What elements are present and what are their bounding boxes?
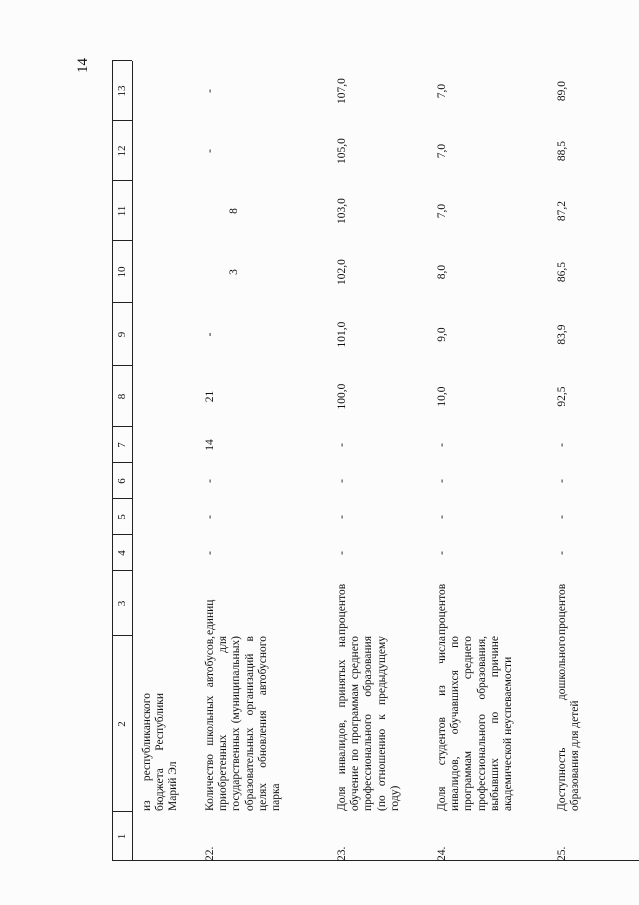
value-col-8: 100,0 (336, 383, 348, 410)
value-col-11: 87,2 (556, 200, 568, 222)
value-col-13: 7,0 (436, 83, 448, 99)
header-col-7: 7 (116, 442, 128, 448)
row-number: 24. (436, 846, 448, 861)
value-col-4: - (204, 551, 216, 555)
value-col-13: - (204, 89, 216, 93)
value-col-6: - (436, 479, 448, 483)
indicator-name: Доступность дошкольного образования для детей (556, 636, 582, 811)
value-col-9: 9,0 (436, 327, 448, 342)
indicator-name: Количество школьных автобусов, приобретенных для государственных (муниципальных) образовательных организаций в целях обновления автобусного парка (204, 636, 283, 811)
header-col-3: 3 (116, 600, 128, 607)
value-col-12: 88,5 (556, 140, 568, 162)
header-col-8: 8 (116, 393, 128, 400)
header-col-10: 10 (116, 266, 128, 278)
value-col-10: 3 (228, 269, 240, 275)
row-number: 23. (336, 846, 348, 861)
indicator-name: Доля студентов из числа инвалидов, обучавшихся по программам среднего профессионального образования, выбывших по причине академической неуспеваемости (436, 636, 515, 811)
indicator-name: Доля инвалидов, принятых на обучение по программам среднего профессионального образования (по отношению к предыдущему году) (336, 636, 401, 811)
value-col-8: 92,5 (556, 386, 568, 407)
value-col-4: - (436, 551, 448, 555)
header-col-6: 6 (116, 478, 128, 484)
value-col-12: - (204, 149, 216, 153)
value-col-13: 107,0 (336, 78, 348, 104)
value-col-9: - (204, 332, 216, 337)
header-col-4: 4 (116, 550, 128, 556)
value-col-9: 83,9 (556, 324, 568, 345)
value-col-12: 105,0 (336, 138, 348, 164)
header-col-1: 1 (116, 833, 128, 840)
value-col-5: - (556, 515, 568, 519)
value-col-6: - (336, 479, 348, 483)
value-col-5: - (336, 515, 348, 519)
value-col-5: - (204, 515, 216, 519)
value-col-13: 89,0 (556, 80, 568, 102)
row-number: 22. (204, 846, 216, 861)
row-number: 25. (556, 846, 568, 861)
value-col-5: - (436, 515, 448, 519)
value-col-6: - (556, 479, 568, 483)
value-col-7: - (556, 443, 568, 447)
header-col-2: 2 (116, 721, 128, 727)
header-bottom-border (132, 61, 133, 861)
value-col-7: 14 (204, 439, 216, 451)
page-number: 14 (75, 58, 91, 73)
value-col-4: - (336, 551, 348, 555)
header-col-5: 5 (116, 514, 128, 520)
header-col-12: 12 (116, 145, 128, 157)
header-col-13: 13 (116, 85, 128, 97)
value-col-7: - (336, 443, 348, 447)
value-col-6: - (204, 479, 216, 483)
value-col-8: 21 (204, 390, 216, 403)
unit-of-measure: единиц (204, 599, 216, 635)
unit-of-measure: процентов (436, 583, 448, 635)
value-col-12: 7,0 (436, 143, 448, 159)
value-col-8: 10,0 (436, 386, 448, 407)
value-col-11: 103,0 (336, 198, 348, 224)
value-col-11: 7,0 (436, 203, 448, 219)
table-top-border (112, 61, 113, 861)
value-col-4: - (556, 551, 568, 555)
unit-of-measure: процентов (556, 583, 568, 635)
value-col-10: 86,5 (556, 261, 568, 283)
value-col-9: 101,0 (336, 321, 348, 348)
value-col-11: 8 (228, 208, 240, 214)
value-col-10: 102,0 (336, 259, 348, 285)
header-col-9: 9 (116, 331, 128, 338)
value-col-10: 8,0 (436, 264, 448, 280)
value-col-7: - (436, 443, 448, 447)
unit-of-measure: процентов (336, 583, 348, 635)
continuation-text: из республиканского бюджета Республики Марий Эл (141, 693, 180, 811)
header-col-11: 11 (116, 205, 128, 217)
